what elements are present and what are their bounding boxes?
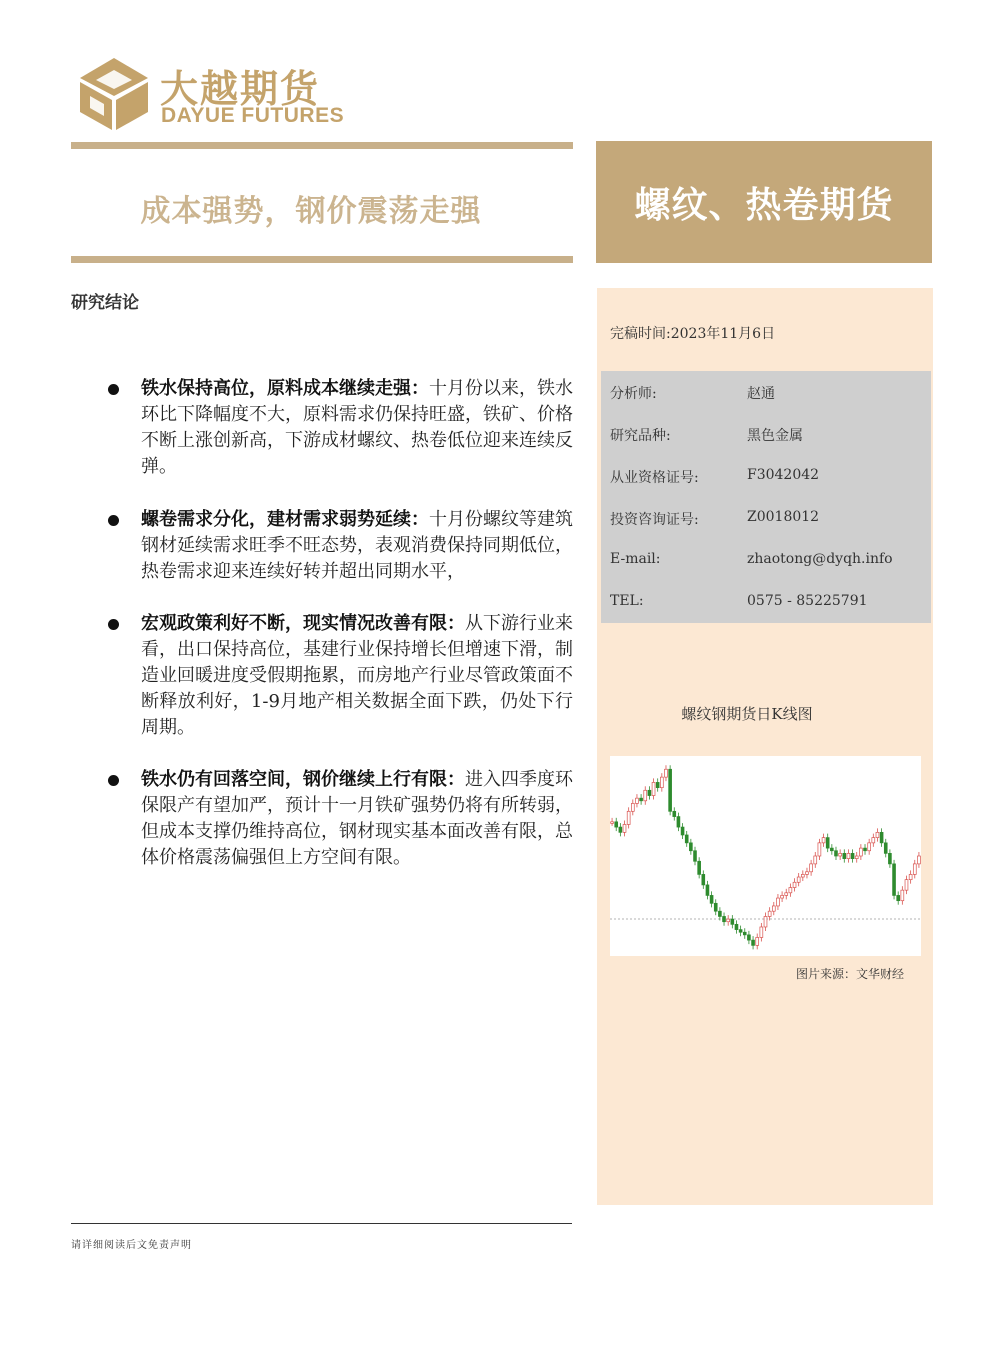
candle-body [897,895,900,900]
candle-body [822,838,825,843]
candle-body [797,877,800,882]
candle-body [793,882,796,887]
candle-body [723,916,726,921]
candle-body [785,893,788,896]
info-label: TEL: [610,593,644,609]
candle-body [818,843,821,856]
candle-body [855,856,858,859]
candle-body [913,864,916,875]
candle-body [698,861,701,874]
info-value: F3042042 [747,467,820,483]
candle-body [835,851,838,856]
candle-body [644,790,647,801]
bullet-body [141,611,573,741]
candle-body [768,911,771,916]
candle-body [893,864,896,896]
info-label: 从业资格证号: [610,470,699,486]
candle-body [627,811,630,824]
bullet-text: 从下游行业来看，出口保持高位，基建行业保持增长但增速下滑，制造业回暖进度受假期拖累，而房地产行业尽管政策面不断释放利好，1-9月地产相关数据全面下跌，仍处下行周期。 [141,613,573,738]
candle-body [810,864,813,872]
candle-body [905,880,908,891]
category-title: 螺纹、热卷期货 [634,184,894,226]
bullet-dot-icon [108,619,119,630]
candle-body [884,843,887,854]
candle-body [636,798,639,803]
candle-body [839,853,842,856]
candle-body [669,769,672,811]
candle-body [851,853,854,858]
candle-body [710,895,713,903]
candle-body [652,782,655,795]
bullet-dot-icon [108,515,119,526]
candle-body [772,906,775,911]
candle-body [735,924,738,929]
bullet-body [141,376,573,480]
title-top-rule [71,142,573,149]
info-value: 黑色金属 [747,428,803,444]
completion-date: 完稿时间:2023年11月6日 [610,326,776,342]
candle-body [681,827,684,835]
candle-body [781,895,784,898]
footer-disclaimer: 请详细阅读后文免责声明 [71,1240,192,1251]
candle-body [747,935,750,940]
logo-chinese-name: 大越期货 [160,67,321,111]
candle-body [660,777,663,788]
category-banner [596,141,932,263]
candle-body [718,911,721,916]
candle-body [631,803,634,811]
candle-body [806,872,809,875]
chart-caption: 螺纹钢期货日K线图 [681,705,813,723]
candle-body [868,843,871,851]
candle-body [917,856,920,864]
candle-body [702,874,705,885]
candle-body [760,927,763,938]
section-heading: 研究结论 [71,293,139,313]
bullet-item [108,507,573,585]
candle-body [706,885,709,896]
bullet-text: 十月份螺纹等建筑钢材延续需求旺季不旺态势，表观消费保持同期低位，热卷需求迎来连续好转并超出同期水平， [141,509,573,582]
candle-body [859,848,862,856]
candle-body [756,937,759,945]
bullet-lead: 铁水保持高位，原料成本继续走强： [141,378,429,399]
info-label: 投资咨询证号: [610,512,699,528]
candle-body [619,827,622,832]
candle-body [764,916,767,927]
info-value: zhaotong@dyqh.info [747,551,893,567]
candle-body [888,853,891,864]
candle-body [739,930,742,933]
candle-body [714,903,717,911]
info-label: E-mail: [610,551,661,567]
candle-body [694,851,697,862]
company-logo-icon [78,56,150,132]
chart-source: 图片来源：文华财经 [796,967,905,981]
candle-body [677,817,680,828]
candle-body [623,824,626,832]
info-value: Z0018012 [747,509,820,525]
candle-body [776,898,779,906]
info-label: 分析师: [610,386,657,402]
footer-rule [71,1223,572,1224]
candle-body [743,932,746,935]
bullet-item [108,767,573,871]
bullet-text: 十月份以来，铁水环比下降幅度不大，原料需求仍保持旺盛，铁矿、价格不断上涨创新高，下游成材螺纹、热卷低位迎来连续反弹。 [141,378,573,477]
candle-body [752,940,755,945]
candle-body [789,888,792,893]
analyst-info-box [601,371,931,623]
candle-body [814,856,817,864]
candle-body [830,848,833,851]
bullet-item [108,376,573,480]
info-label: 研究品种: [610,428,671,444]
rebar-kline-chart [610,756,921,956]
candle-body [665,769,668,777]
bullet-dot-icon [108,775,119,786]
info-value: 0575 - 85225791 [747,593,868,609]
candle-body [648,790,651,795]
report-title: 成本强势，钢价震荡走强 [140,194,482,229]
candle-body [847,853,850,858]
bullet-lead: 宏观政策利好不断，现实情况改善有限： [141,613,465,634]
info-value: 赵通 [747,386,775,402]
candle-body [673,811,676,816]
candle-body [689,843,692,851]
candle-body [826,838,829,849]
bullet-dot-icon [108,384,119,395]
logo-english-name: DAYUE FUTURES [161,104,345,127]
candle-body [876,832,879,837]
candle-body [731,919,734,924]
candle-body [801,874,804,877]
bullet-lead: 铁水仍有回落空间，钢价继续上行有限： [141,769,465,790]
candle-body [909,874,912,879]
candle-body [843,853,846,858]
candle-body [864,848,867,851]
candle-body [727,919,730,922]
candle-body [872,838,875,843]
bullet-body [141,507,573,585]
candle-body [615,822,618,827]
candle-body [656,782,659,787]
candle-body [901,890,904,901]
chart-marks [611,765,921,949]
bullet-text: 进入四季度环保限产有望加严，预计十一月铁矿强势仍将有所转弱，但成本支撑仍维持高位，钢材现实基本面改善有限，总体价格震荡偏强但上方空间有限。 [141,769,573,868]
candle-body [640,798,643,801]
title-bottom-rule [71,256,573,263]
candle-body [685,835,688,843]
candle-body [611,822,614,824]
bullet-lead: 螺卷需求分化，建材需求弱势延续： [141,509,429,530]
bullet-item [108,611,573,741]
candle-body [880,832,883,843]
bullet-body [141,767,573,871]
